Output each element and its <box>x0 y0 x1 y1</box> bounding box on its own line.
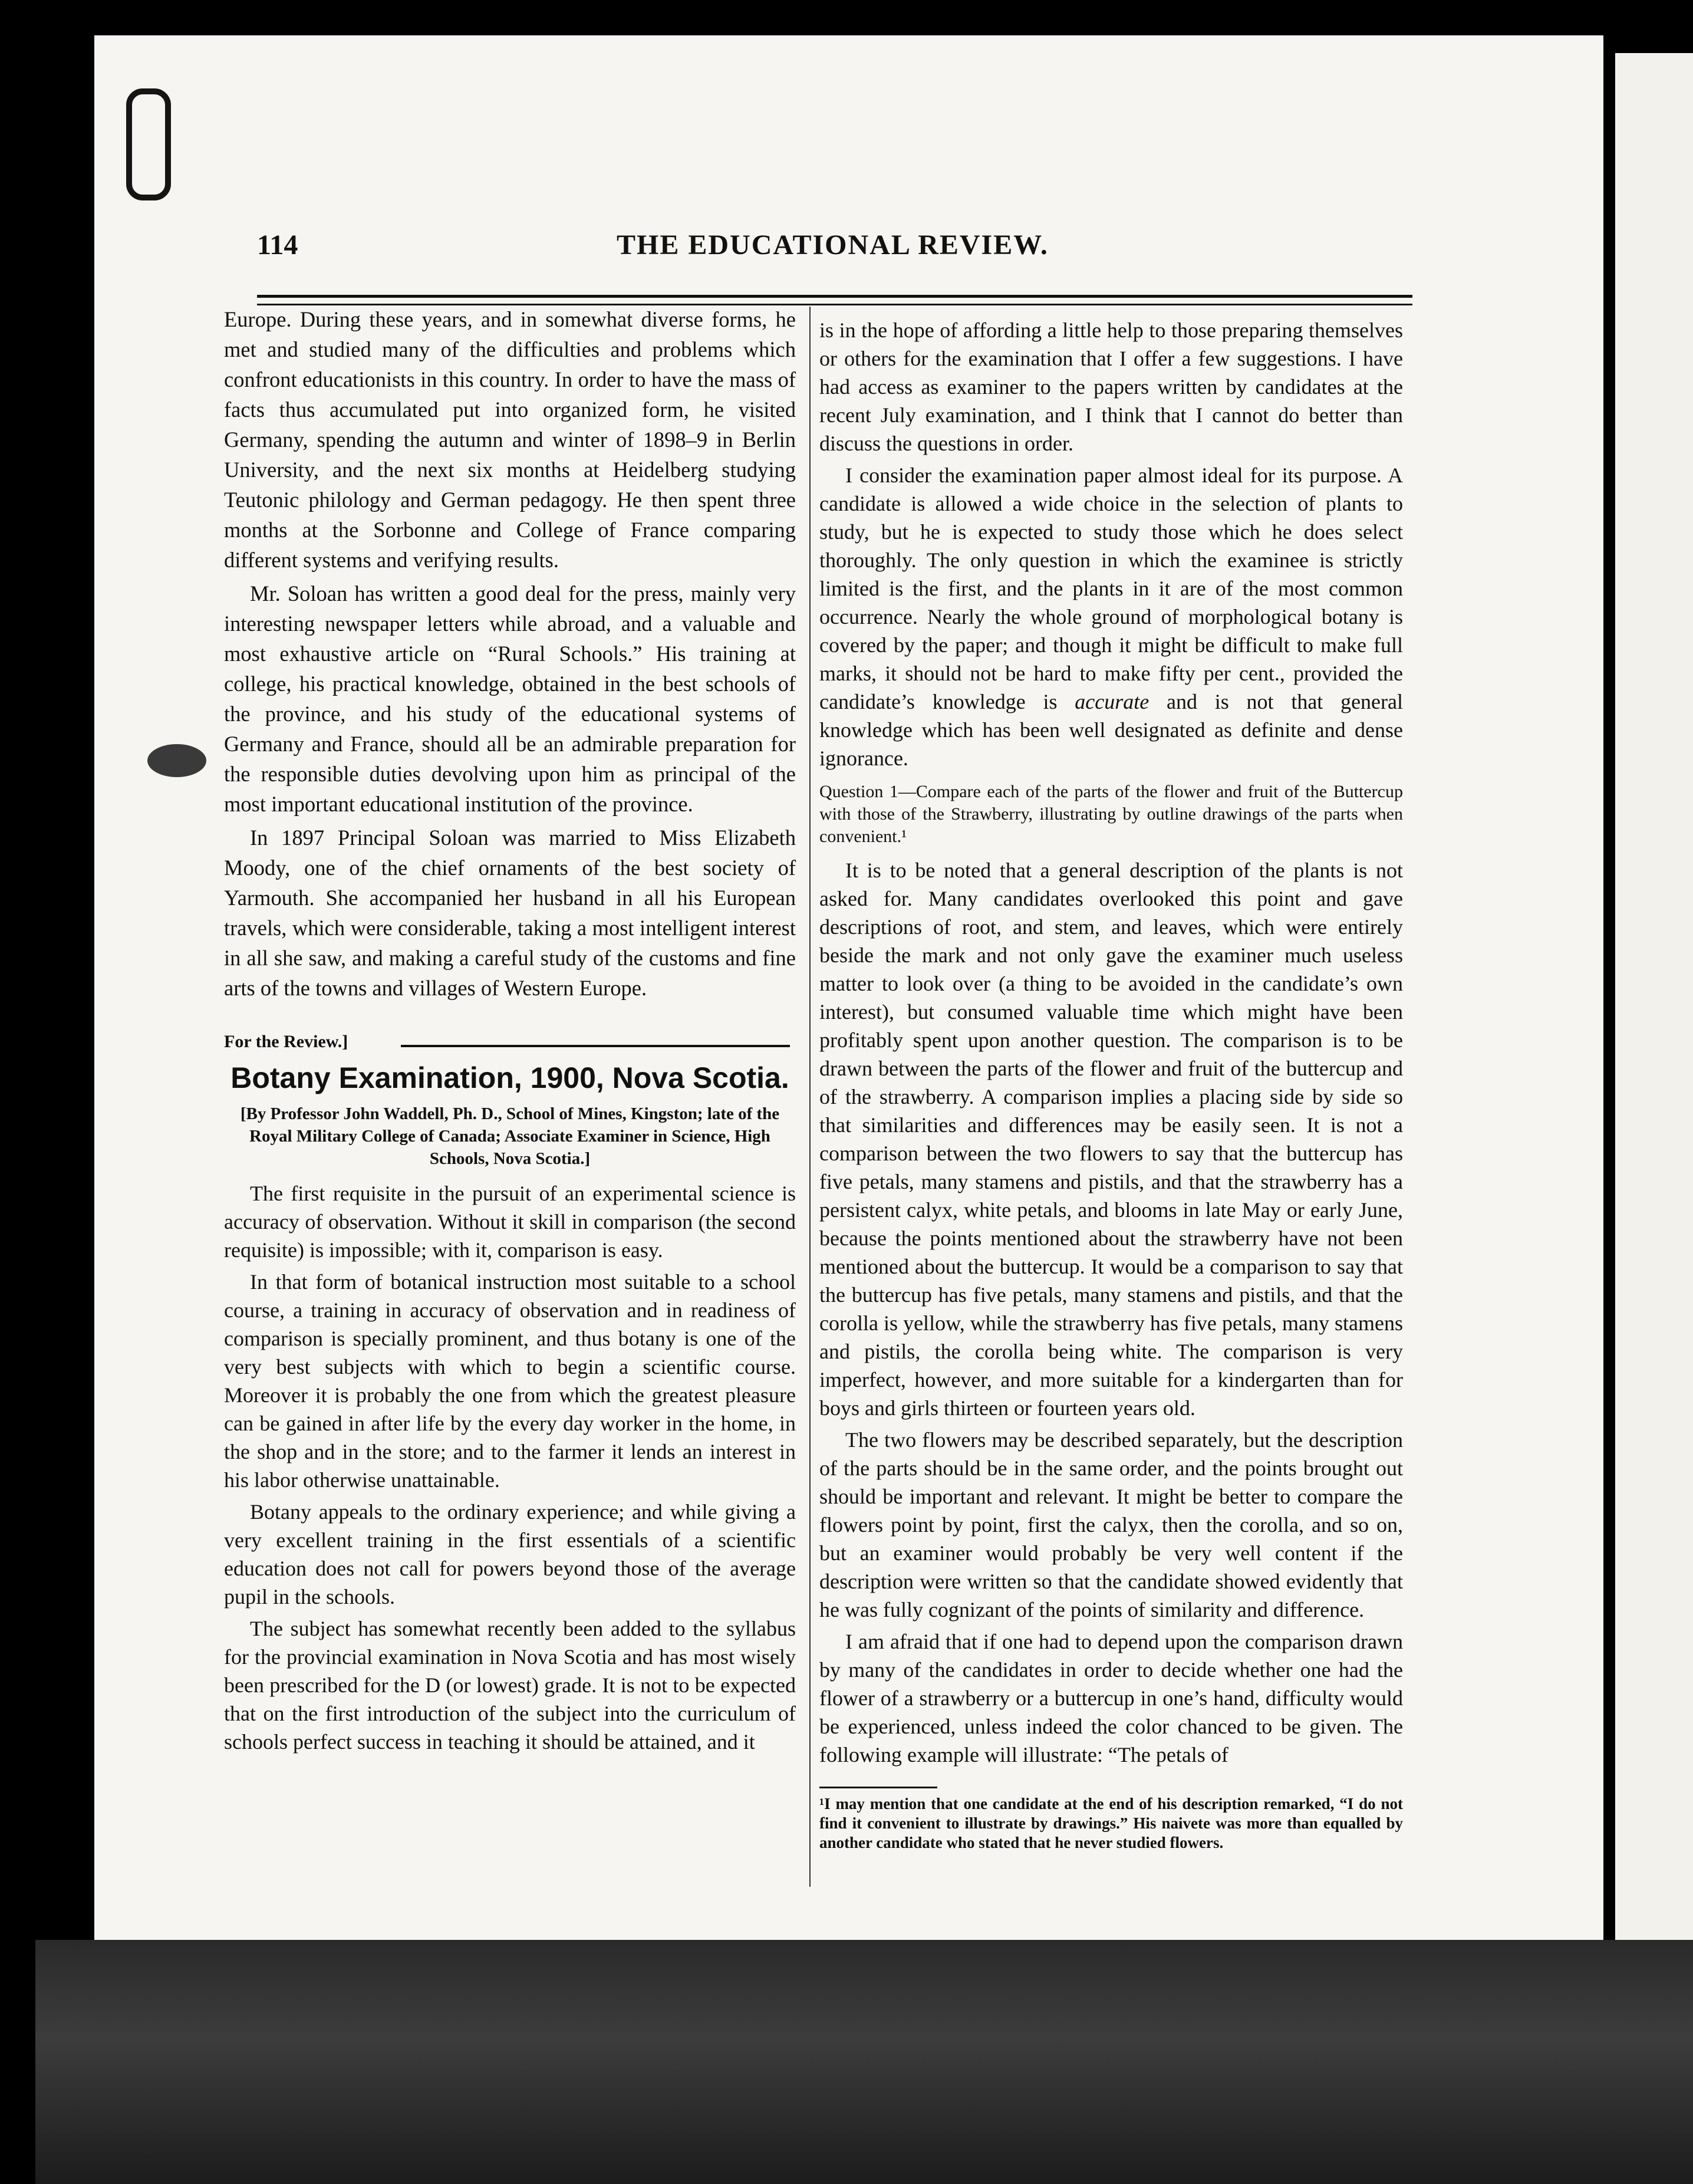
footnote: ¹I may mention that one candidate at the end of his description remarked, “I do not find it convenient to illustrate by drawings.” His naivete was more than equalled by another candidate who stated that he never studied flowers. <box>819 1795 1403 1851</box>
paragraph-text: and is not that general knowledge which has been well designated as definite and dense ignorance. <box>819 690 1404 770</box>
section-rule <box>401 1045 790 1047</box>
source-note: For the Review.] <box>224 1032 348 1051</box>
paragraph: The first requisite in the pursuit of an experimental science is accuracy of observation. Without it skill in comparison (the second requisite) is impossible; with it, comparison is easy. <box>224 1182 796 1262</box>
footnote-rule <box>819 1787 937 1788</box>
paragraph: In 1897 Principal Soloan was married to Miss Elizabeth Moody, one of the chief ornaments of the best society of Yarmouth. She accompanied her husband in all his European travels, which were considerable, taking a most intelligent interest in all she saw, and making a careful study of the customs and fine arts of the towns and villages of Western Europe. <box>224 825 796 1000</box>
byline: [By Professor John Waddell, Ph. D., School of Mines, Kingston; late of the Royal Military College of Canada; Associate Examiner in Science, High Schools, Nova Scotia.] <box>240 1104 780 1168</box>
left-column <box>224 304 796 1756</box>
running-title: THE EDUCATIONAL REVIEW. <box>617 229 1049 261</box>
paragraph: I am afraid that if one had to depend upon the comparison drawn by many of the candidates in order to decide whether one had the flower of a strawberry or a buttercup in one’s hand, difficulty would be experienced, unless indeed the color chanced to be given. The following example will illustrate: “The petals of <box>819 1630 1403 1767</box>
binder-ring-mark <box>126 88 171 200</box>
scan-background <box>35 1940 1693 2184</box>
column-divider <box>809 307 811 1887</box>
paragraph: The subject has somewhat recently been added to the syllabus for the provincial examination in Nova Scotia and has most wisely been prescribed for the D (or lowest) grade. It is not to be expected that on the first introduction of the subject into the curriculum of schools perfect success in teaching it should be attained, and it <box>224 1617 796 1754</box>
page-number: 114 <box>257 229 298 261</box>
paragraph: The two flowers may be described separately, but the description of the parts should be in the same order, and the points brought out should be important and relevant. It might be better to compare the flowers point by point, first the calyx, then the corolla, and so on, but an examiner would probably be very well content if the description were written so that the candidate showed evidently that he was fully cognizant of the points of similarity and difference. <box>819 1428 1403 1621</box>
paragraph: It is to be noted that a general description of the plants is not asked for. Many candidates overlooked this point and gave descriptions of root, and stem, and leaves, which were entirely beside the mark and not only gave the examiner much useless matter to look over (a thing to be avoided in the candidate’s own interest), but consumed valuable time which might have been profitably spent upon another question. The comparison is to be drawn between the parts of the flower and fruit of the buttercup and of the strawberry. A comparison implies a placing side by side so that similarities and differences may be easily seen. It is not a comparison between the two flowers to say that the buttercup has five petals, many stamens and pistils, and that the strawberry has a persistent calyx, white petals, and blooms in late May or early June, because the points mentioned about the strawberry have not been mentioned about the buttercup. It would be a comparison to say that the buttercup has five petals, many stamens and pistils, and that the corolla is yellow, while the strawberry has five petals, many stamens and pistils, the corolla being white. The comparison is very imperfect, however, and more suitable for a kindergarten than for boys and girls thirteen or fourteen years old. <box>819 859 1403 1420</box>
paragraph: is in the hope of affording a little help to those preparing themselves or others for the examination that I offer a few suggestions. I have had access as examiner to the papers written by candidates at the recent July examination, and I think that I cannot do better than discuss the questions in order. <box>819 318 1403 455</box>
paragraph: Mr. Soloan has written a good deal for the press, mainly very interesting newspaper letters while abroad, and a valuable and most exhaustive article on “Rural Schools.” His training at college, his practical knowledge, obtained in the best schools of the province, and his study of the educational systems of Germany and France, should all be an admirable preparation for the responsible duties devolving upon him as principal of the most important educational institution of the province. <box>224 581 796 816</box>
paragraph <box>819 461 1403 772</box>
page-header <box>257 229 1424 270</box>
ink-blot <box>147 744 206 777</box>
right-column <box>819 316 1403 1853</box>
paragraph: Europe. During these years, and in somewhat diverse forms, he met and studied many of the difficulties and problems which confront educationists in this country. In order to have the mass of facts thus accumulated put into organized form, he visited Germany, spending the autumn and winter of 1898–9 in Berlin University, and the next six months at Heidelberg studying Teutonic philology and German pedagogy. He then spent three months at the Sorbonne and College of France comparing different systems and verifying results. <box>224 307 796 572</box>
emphasis: accurate <box>1075 690 1149 713</box>
exam-question: Question 1—Compare each of the parts of the flower and fruit of the Buttercup with those of the Strawberry, illustrating by outline drawings of the parts when convenient.¹ <box>819 782 1403 846</box>
paragraph-text: I consider the examination paper almost ideal for its purpose. A candidate is allowed a wide choice in the selection of plants to study, but he is expected to study those which he does select thoroughly. The only question in which the examinee is strictly limited is the first, and the plants in it are of the most common occurrence. Nearly the whole ground of morphological botany is covered by the paper; and though it might be difficult to make full marks, it should not be hard to make fifty per cent., provided the candidate’s knowledge is <box>819 463 1403 713</box>
paragraph: In that form of botanical instruction most suitable to a school course, a training in accuracy of observation and in readiness of comparison is specially prominent, and thus botany is one of the very best subjects with which to begin a scientific course. Moreover it is probably the one from which the greatest pleasure can be gained in after life by the every day worker in the home, in the shop and in the store; and to the farmer it lends an interest in his labor otherwise unattainable. <box>224 1270 796 1492</box>
adjacent-page-edge <box>1615 53 1693 1999</box>
article-title: Botany Examination, 1900, Nova Scotia. <box>230 1061 789 1094</box>
paragraph: Botany appeals to the ordinary experience; and while giving a very excellent training in the first essentials of a scientific education does not call for powers beyond those of the average pupil in the schools. <box>224 1500 796 1609</box>
